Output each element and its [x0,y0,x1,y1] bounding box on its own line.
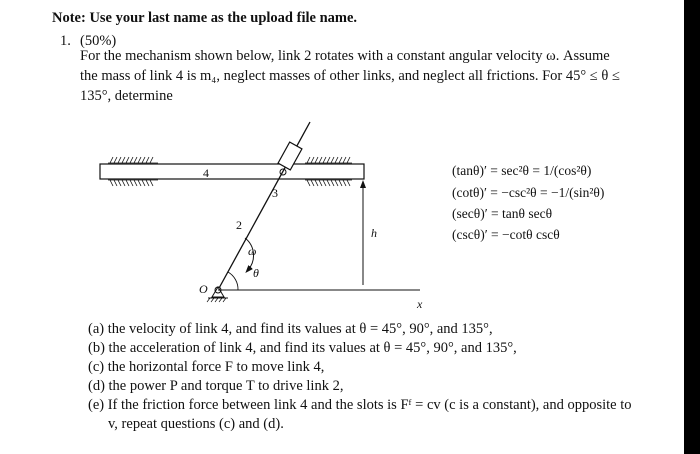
question-e: (e) If the friction force between link 4 and the slots is Fᶠ = cv (c is a constant), and opposite to [88,397,632,413]
identity-tan: (tanθ)′ = sec²θ = 1/(cos²θ) [452,163,592,178]
origin-label: O [199,282,208,296]
theta-label: θ [253,266,259,280]
link-4-label: 4 [203,166,209,180]
question-e-cont: v, repeat questions (c) and (d). [108,416,284,432]
link-2-label: 2 [236,218,242,232]
identity-cot: (cotθ)′ = −csc²θ = −1/(sin²θ) [452,185,605,200]
ground-pivot [207,287,228,302]
identity-csc: (cscθ)′ = −cotθ cscθ [452,227,560,242]
statement-line-1: For the mechanism shown below, link 2 rotates with a constant angular velocity ω. Assume [80,48,610,64]
statement-line-2: the mass of link 4 is m₄, neglect masses of other links, and neglect all frictions. For 45° ≤ θ ≤ [80,68,620,84]
omega-label: ω [248,244,257,258]
x-label: x [417,297,423,311]
link-3-label: 3 [272,186,278,200]
question-a: (a) the velocity of link 4, and find its values at θ = 45°, 90°, and 135°, [88,321,493,337]
h-label: h [371,226,377,240]
theta-arc [228,272,238,290]
upper-right-slot-hatch [305,157,352,163]
identity-sec: (secθ)′ = tanθ secθ [452,206,553,221]
lower-right-slot-hatch [305,180,352,186]
link-4-bar [100,164,364,179]
lower-left-slot-hatch [108,180,158,186]
question-c: (c) the horizontal force F to move link 4, [88,359,325,375]
problem-points: (50%) [80,33,117,49]
question-d: (d) the power P and torque T to drive link 2, [88,378,344,394]
statement-line-3: 135°, determine [80,88,173,104]
upper-left-slot-hatch [108,157,158,163]
question-b: (b) the acceleration of link 4, and find its values at θ = 45°, 90°, and 135°, [88,340,517,356]
note-line: Note: Use your last name as the upload file name. [52,10,358,26]
problem-number: 1. [60,33,71,49]
